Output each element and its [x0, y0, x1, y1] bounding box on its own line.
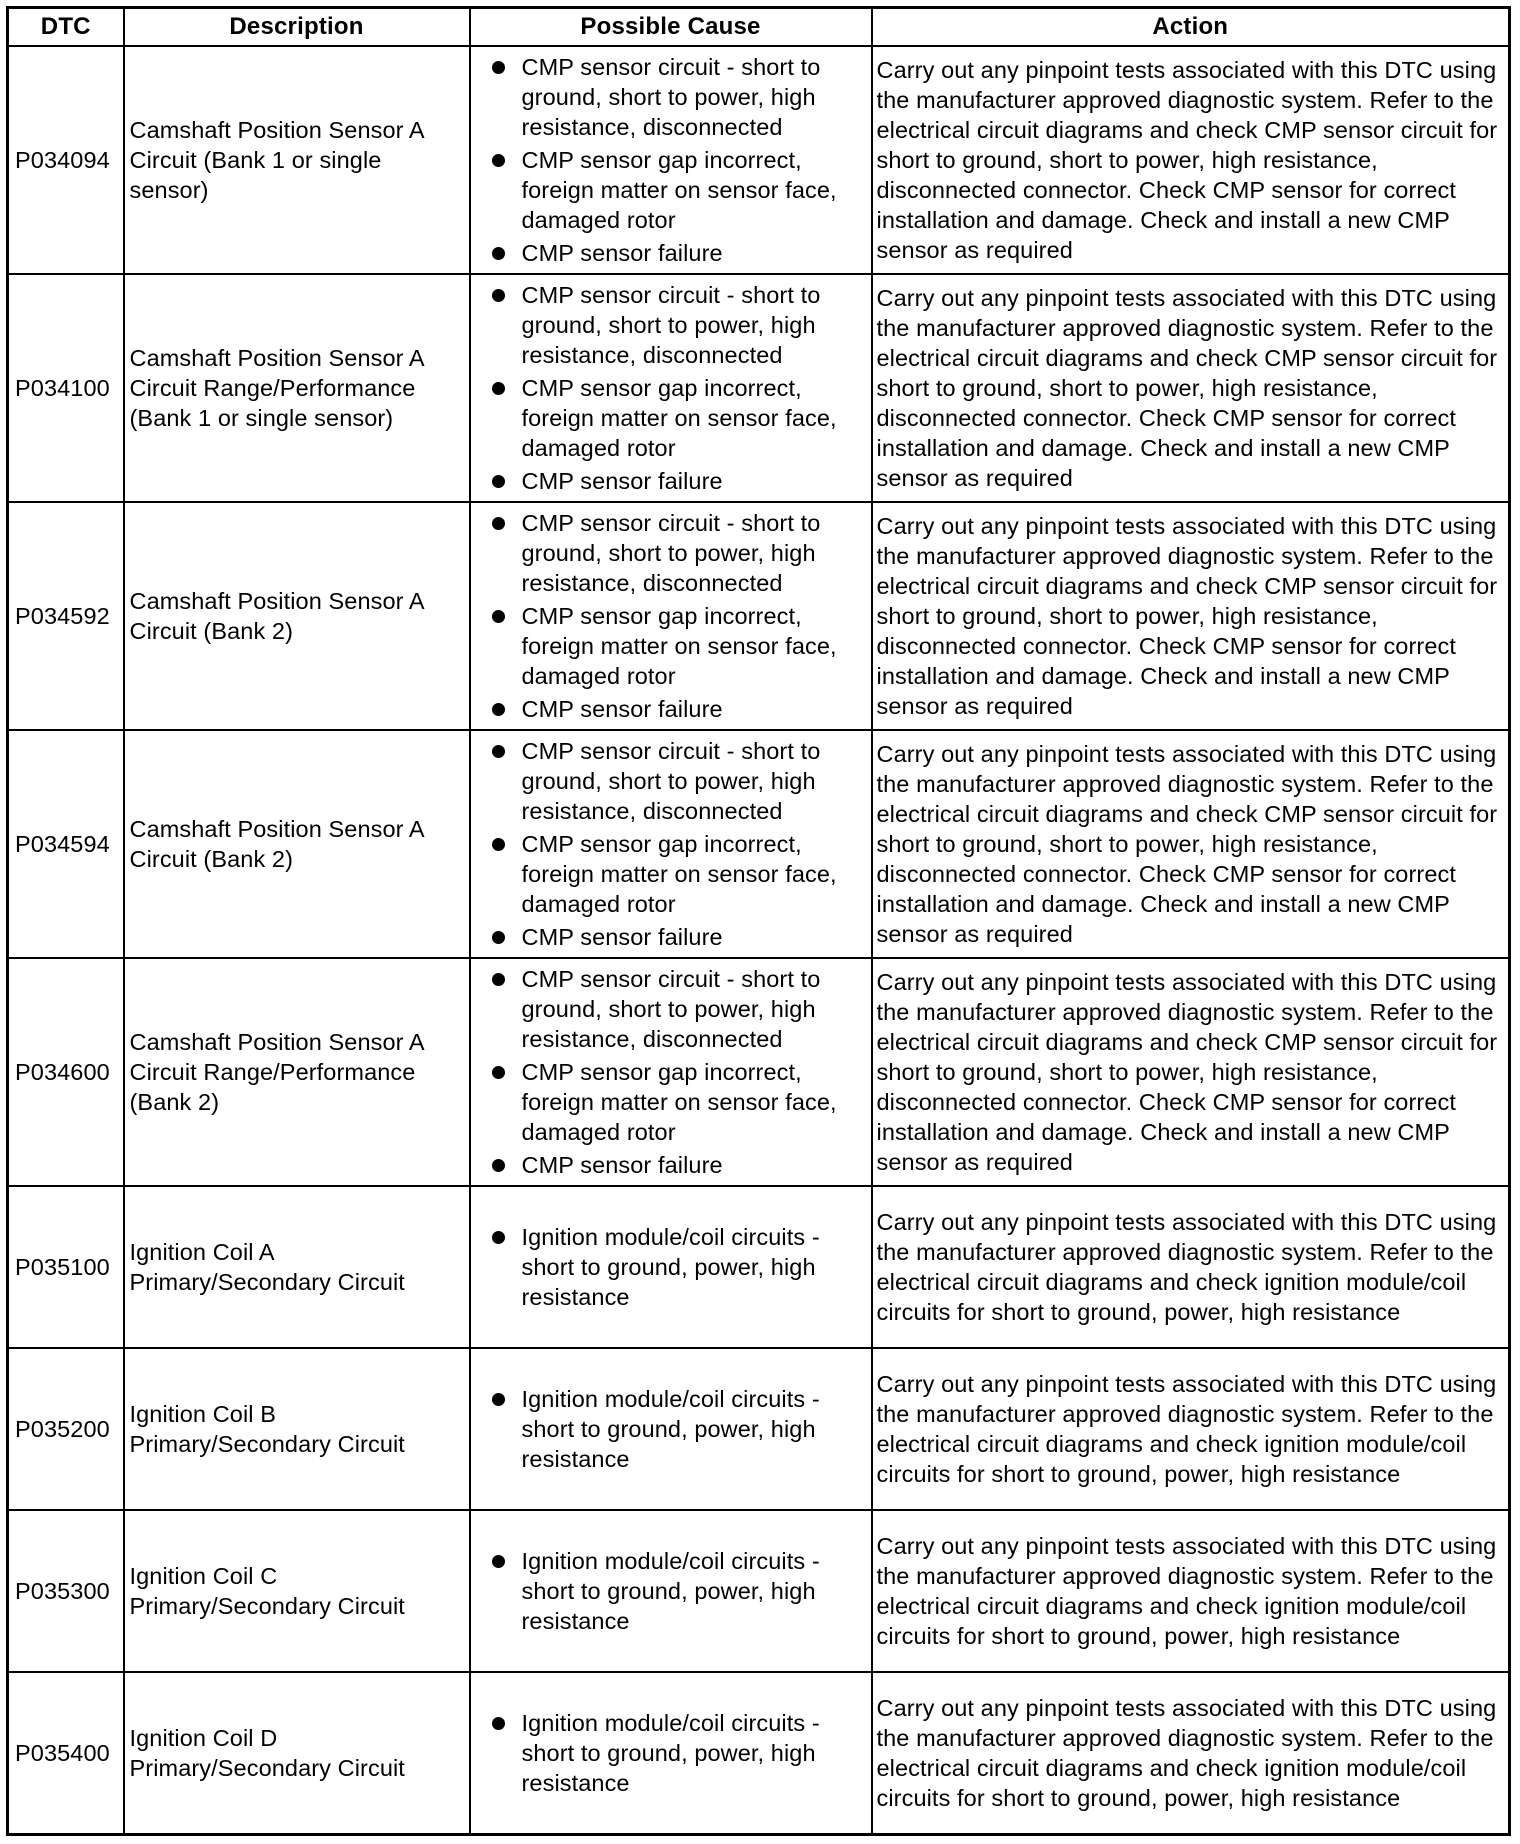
cause-list — [491, 1384, 867, 1474]
cause-item — [491, 145, 867, 235]
cause-list — [491, 280, 867, 496]
header-action: Action — [872, 8, 1510, 47]
cause-item — [491, 1708, 867, 1798]
cause-list — [491, 964, 867, 1180]
cause-text: CMP sensor gap incorrect, foreign matter on sensor face, damaged rotor — [521, 1059, 837, 1145]
action-text: Carry out any pinpoint tests associated with this DTC using the manufacturer approved diagnostic system. Refer to the electrical circuit diagrams and check ignition module/coil circuits for short to ground, power, high resistance — [872, 1672, 1510, 1834]
dtc-code: P035200 — [8, 1348, 124, 1510]
possible-cause-cell — [470, 1186, 872, 1348]
cause-item — [491, 964, 867, 1054]
bullet-icon — [492, 745, 505, 758]
cause-list — [491, 1222, 867, 1312]
bullet-icon — [492, 382, 505, 395]
cause-item — [491, 1546, 867, 1636]
cause-item — [491, 922, 867, 952]
possible-cause-cell — [470, 502, 872, 730]
cause-text: CMP sensor gap incorrect, foreign matter on sensor face, damaged rotor — [521, 831, 837, 917]
dtc-code: P035100 — [8, 1186, 124, 1348]
bullet-icon — [492, 931, 505, 944]
cause-text: Ignition module/coil circuits - short to ground, power, high resistance — [521, 1224, 820, 1310]
dtc-table — [6, 6, 1511, 1836]
cause-text: Ignition module/coil circuits - short to ground, power, high resistance — [521, 1548, 820, 1634]
dtc-code: P034594 — [8, 730, 124, 958]
dtc-description: Camshaft Position Sensor A Circuit (Bank 2) — [124, 730, 470, 958]
cause-text: CMP sensor gap incorrect, foreign matter on sensor face, damaged rotor — [521, 603, 837, 689]
possible-cause-cell — [470, 46, 872, 274]
cause-item — [491, 466, 867, 496]
table-row — [8, 274, 1510, 502]
bullet-icon — [492, 1717, 505, 1730]
dtc-description: Camshaft Position Sensor A Circuit Range/Performance (Bank 2) — [124, 958, 470, 1186]
dtc-description: Ignition Coil B Primary/Secondary Circuit — [124, 1348, 470, 1510]
cause-item — [491, 1057, 867, 1147]
bullet-icon — [492, 475, 505, 488]
dtc-code: P034100 — [8, 274, 124, 502]
dtc-description: Camshaft Position Sensor A Circuit Range/Performance (Bank 1 or single sensor) — [124, 274, 470, 502]
action-text: Carry out any pinpoint tests associated with this DTC using the manufacturer approved diagnostic system. Refer to the electrical circuit diagrams and check CMP sensor circuit for short to ground, short to power, high resistance, disconnected connector. Check CMP sensor for correct installation and damage. Check and install a new CMP sensor as required — [872, 46, 1510, 274]
cause-list — [491, 508, 867, 724]
possible-cause-cell — [470, 1672, 872, 1834]
table-row — [8, 1510, 1510, 1672]
possible-cause-cell — [470, 730, 872, 958]
table-row — [8, 1186, 1510, 1348]
table-row — [8, 1672, 1510, 1834]
table-row — [8, 502, 1510, 730]
cause-text: CMP sensor gap incorrect, foreign matter on sensor face, damaged rotor — [521, 375, 837, 461]
header-possible-cause: Possible Cause — [470, 8, 872, 47]
dtc-code: P034600 — [8, 958, 124, 1186]
bullet-icon — [492, 703, 505, 716]
cause-item — [491, 1384, 867, 1474]
cause-item — [491, 508, 867, 598]
table-row — [8, 46, 1510, 274]
cause-text: Ignition module/coil circuits - short to ground, power, high resistance — [521, 1709, 820, 1796]
cause-text: CMP sensor circuit - short to ground, short to power, high resistance, disconnected — [521, 966, 821, 1052]
cause-item — [491, 1222, 867, 1312]
bullet-icon — [492, 838, 505, 851]
bullet-icon — [492, 1231, 505, 1244]
action-text: Carry out any pinpoint tests associated with this DTC using the manufacturer approved diagnostic system. Refer to the electrical circuit diagrams and check CMP sensor circuit for short to ground, short to power, high resistance, disconnected connector. Check CMP sensor for correct installation and damage. Check and install a new CMP sensor as required — [872, 730, 1510, 958]
cause-list — [491, 736, 867, 952]
cause-text: CMP sensor circuit - short to ground, short to power, high resistance, disconnected — [521, 738, 821, 824]
bullet-icon — [492, 610, 505, 623]
cause-text: CMP sensor failure — [521, 696, 723, 722]
bullet-icon — [492, 247, 505, 260]
table-row — [8, 1348, 1510, 1510]
action-text: Carry out any pinpoint tests associated with this DTC using the manufacturer approved diagnostic system. Refer to the electrical circuit diagrams and check ignition module/coil circuits for short to ground, power, high resistance — [872, 1510, 1510, 1672]
bullet-icon — [492, 61, 505, 74]
cause-text: CMP sensor circuit - short to ground, short to power, high resistance, disconnected — [521, 54, 821, 140]
cause-list — [491, 52, 867, 268]
dtc-code: P034592 — [8, 502, 124, 730]
cause-list — [491, 1708, 867, 1798]
cause-text: CMP sensor circuit - short to ground, short to power, high resistance, disconnected — [521, 282, 821, 368]
cause-text: CMP sensor failure — [521, 1152, 723, 1178]
table-header-row — [8, 8, 1510, 47]
cause-text: CMP sensor failure — [521, 240, 723, 266]
action-text: Carry out any pinpoint tests associated with this DTC using the manufacturer approved diagnostic system. Refer to the electrical circuit diagrams and check ignition module/coil circuits for short to ground, power, high resistance — [872, 1186, 1510, 1348]
dtc-description: Camshaft Position Sensor A Circuit (Bank 2) — [124, 502, 470, 730]
cause-list — [491, 1546, 867, 1636]
dtc-code: P034094 — [8, 46, 124, 274]
dtc-code: P035300 — [8, 1510, 124, 1672]
possible-cause-cell — [470, 958, 872, 1186]
cause-text: CMP sensor circuit - short to ground, short to power, high resistance, disconnected — [521, 510, 821, 596]
bullet-icon — [492, 1393, 505, 1406]
dtc-code: P035400 — [8, 1672, 124, 1834]
table-row — [8, 958, 1510, 1186]
cause-item — [491, 1150, 867, 1180]
cause-item — [491, 694, 867, 724]
bullet-icon — [492, 973, 505, 986]
cause-item — [491, 280, 867, 370]
action-text: Carry out any pinpoint tests associated with this DTC using the manufacturer approved diagnostic system. Refer to the electrical circuit diagrams and check CMP sensor circuit for short to ground, short to power, high resistance, disconnected connector. Check CMP sensor for correct installation and damage. Check and install a new CMP sensor as required — [872, 958, 1510, 1186]
possible-cause-cell — [470, 1510, 872, 1672]
bullet-icon — [492, 517, 505, 530]
cause-text: Ignition module/coil circuits - short to ground, power, high resistance — [521, 1386, 820, 1472]
header-dtc: DTC — [8, 8, 124, 47]
cause-item — [491, 238, 867, 268]
bullet-icon — [492, 1159, 505, 1172]
cause-item — [491, 736, 867, 826]
possible-cause-cell — [470, 1348, 872, 1510]
cause-item — [491, 601, 867, 691]
table-row — [8, 730, 1510, 958]
action-text: Carry out any pinpoint tests associated with this DTC using the manufacturer approved diagnostic system. Refer to the electrical circuit diagrams and check CMP sensor circuit for short to ground, short to power, high resistance, disconnected connector. Check CMP sensor for correct installation and damage. Check and install a new CMP sensor as required — [872, 274, 1510, 502]
possible-cause-cell — [470, 274, 872, 502]
dtc-description: Camshaft Position Sensor A Circuit (Bank 1 or single sensor) — [124, 46, 470, 274]
header-description: Description — [124, 8, 470, 47]
bullet-icon — [492, 289, 505, 302]
cause-text: CMP sensor failure — [521, 468, 723, 494]
cause-item — [491, 373, 867, 463]
dtc-description: Ignition Coil C Primary/Secondary Circuit — [124, 1510, 470, 1672]
bullet-icon — [492, 1555, 505, 1568]
cause-text: CMP sensor failure — [521, 924, 723, 950]
cause-item — [491, 52, 867, 142]
cause-item — [491, 829, 867, 919]
dtc-description: Ignition Coil A Primary/Secondary Circuit — [124, 1186, 470, 1348]
dtc-description: Ignition Coil D Primary/Secondary Circuit — [124, 1672, 470, 1834]
cause-text: CMP sensor gap incorrect, foreign matter on sensor face, damaged rotor — [521, 147, 837, 233]
bullet-icon — [492, 154, 505, 167]
action-text: Carry out any pinpoint tests associated with this DTC using the manufacturer approved diagnostic system. Refer to the electrical circuit diagrams and check CMP sensor circuit for short to ground, short to power, high resistance, disconnected connector. Check CMP sensor for correct installation and damage. Check and install a new CMP sensor as required — [872, 502, 1510, 730]
action-text: Carry out any pinpoint tests associated with this DTC using the manufacturer approved diagnostic system. Refer to the electrical circuit diagrams and check ignition module/coil circuits for short to ground, power, high resistance — [872, 1348, 1510, 1510]
bullet-icon — [492, 1066, 505, 1079]
